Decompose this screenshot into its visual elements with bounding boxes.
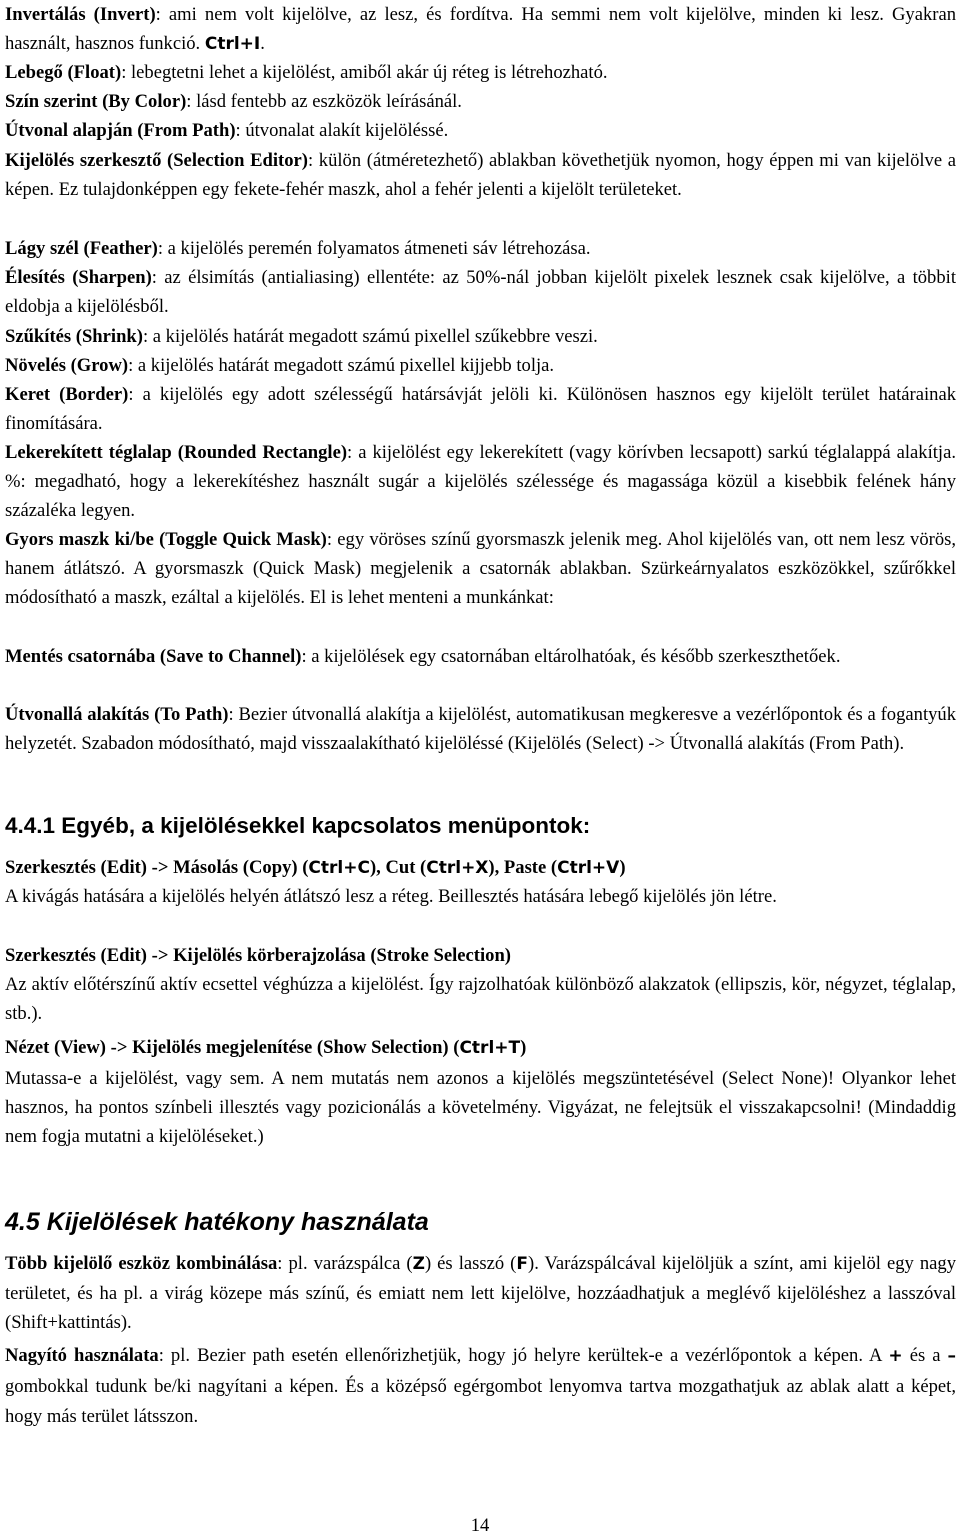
text: : pl. Bezier path esetén ellenőrizhetjük, hogy jó helyre kerültek-e a vezérlőpontok a képen. A: [158, 1345, 889, 1366]
text: és a: [902, 1345, 948, 1366]
text: : egy vöröses színű gyorsmaszk jelenik meg. Ahol kijelölés van, ott nem lesz vörös, hanem átlátszó. A gyorsmaszk (Quick Mask) megjelenik a csatornák ablakban. Szürkeárnyalatos eszközökkel, szűrőkkel módosítható a maszk, ezáltal a kijelölés. El is lehet menteni a munkánkat:: [5, 529, 957, 609]
text: : lásd fentebb az eszközök leírásánál.: [186, 91, 462, 112]
edit-copy-heading: [5, 853, 956, 883]
shortcut: Z: [412, 1254, 425, 1274]
paragraph-quick-mask: [5, 525, 956, 613]
shortcut: Ctrl+X: [426, 858, 489, 878]
term: Szűkítés (Shrink): [5, 326, 143, 347]
stroke-selection-text: Az aktív előtérszínű aktív ecsettel véghúzza a kijelölést. Így rajzolhatóak különböző alakzatok (ellipszis, kör, négyzet, téglalap, stb.).: [5, 974, 956, 1025]
term: Invertálás (Invert): [5, 4, 156, 25]
shortcut: Ctrl+I: [204, 34, 261, 55]
paragraph-grow: [5, 351, 956, 380]
paragraph-zoom: [5, 1341, 956, 1433]
paragraph-float: [5, 58, 956, 87]
paragraph-border: [5, 380, 956, 438]
text: : az élsimítás (antialiasing) ellentéte: az 50%-nál jobban kijelölt pixelek lesznek csak kijelölve, a többit eldobja a kijelölésből.: [5, 267, 956, 318]
paragraph-invert: [5, 0, 956, 59]
section-heading-4-5: 4.5 Kijelölések hatékony használata: [5, 1208, 429, 1236]
text: Szerkesztés (Edit) -> Másolás (Copy) (: [5, 857, 309, 878]
edit-copy-text: A kivágás hatására a kijelölés helyén átlátszó lesz a réteg. Beillesztés hatására lebegő kijelölés jön létre.: [5, 886, 777, 907]
page-number: 14: [470, 1515, 490, 1536]
term: Szín szerint (By Color): [5, 91, 187, 112]
text: : Bezier útvonallá alakítja a kijelölést, automatikusan megkeresve a vezérlőpontok és a fogantyúk helyzetét. Szabadon módosítható, majd visszaalakítható kijelöléssé (Kijelölés (Select) -> Útvonallá alakítás (From Path).: [5, 704, 956, 755]
paragraph-feather: [5, 234, 956, 263]
shortcut: –: [947, 1346, 957, 1366]
text: Nézet (View) -> Kijelölés megjelenítése (Show Selection) (: [5, 1037, 460, 1058]
text: ), Paste (: [488, 857, 558, 878]
term: Mentés csatornába (Save to Channel): [5, 646, 302, 667]
text: ): [520, 1037, 527, 1058]
term: Kijelölés szerkesztő (Selection Editor): [5, 150, 308, 171]
text: .: [260, 33, 265, 55]
text: ): [619, 857, 626, 878]
shortcut: Ctrl+T: [459, 1038, 521, 1058]
term: Keret (Border): [5, 384, 129, 405]
stroke-selection-heading: Szerkesztés (Edit) -> Kijelölés körberajzolása (Stroke Selection): [5, 945, 511, 966]
text: : a kijelölést egy lekerekített (vagy körívben lecsapott) sarkú téglalappá alakítja. %: megadható, hogy a lekerekítéshez használt sugár a kijelölés szélessége és magassága közül a kisebbik felének hány százaléka legyen.: [5, 442, 956, 522]
paragraph-from-path: [5, 116, 956, 145]
text: : a kijelölés határát megadott számú pixellel kijjebb tolja.: [128, 355, 555, 376]
section-heading-4-4-1: 4.4.1 Egyéb, a kijelölésekkel kapcsolatos menüpontok:: [5, 813, 591, 838]
paragraph-shrink: [5, 322, 956, 351]
text: gombokkal tudunk be/ki nagyítani a képen. És a középső egérgombot lenyomva tartva mozgathatjuk az ablak alatt a képet, hogy más terület látsszon.: [5, 1375, 956, 1427]
paragraph-by-color: [5, 87, 956, 116]
text: ), Cut (: [369, 857, 427, 878]
show-selection-text: Mutassa-e a kijelölést, vagy sem. A nem mutatás nem azonos a kijelölés megszüntetésével (Select None)! Olyankor lehet hasznos, ha pontos színbeli illesztés vagy pozicionálás a követelmény. Vigyázat, ne felejtsük el visszakapcsolni! (Mindaddig nem fogja mutatni a kijelöléseket.): [5, 1068, 956, 1148]
term: Lágy szél (Feather): [5, 238, 158, 259]
paragraph-save-to-channel: [5, 642, 956, 671]
text: ). Varázspálcával kijelöljük a színt, ami kijelöl egy nagy területet, és ha pl. a virág közepe más színű, és emiatt nem lett kijelölve, hozzáadhatjuk a meglévő kijelöléshez a lasszóval (Shift+kattintás).: [5, 1253, 957, 1334]
term: Több kijelölő eszköz kombinálása: [5, 1253, 278, 1274]
text: : pl. varázspálca (: [277, 1253, 413, 1274]
paragraph-selection-editor: [5, 146, 956, 204]
text: : külön (átméretezhető) ablakban követhetjük nyomon, hogy éppen mi van kijelölve a képen. Ez tulajdonképpen egy fekete-fehér maszk, ahol a fehér jelenti a kijelölt területeket.: [5, 150, 956, 201]
paragraph-combine-tools: [5, 1249, 956, 1338]
shortcut: +: [888, 1346, 903, 1366]
term: Lekerekített téglalap (Rounded Rectangle): [5, 442, 348, 463]
shortcut: Ctrl+C: [308, 858, 370, 878]
text: ) és lasszó (: [424, 1253, 517, 1274]
text: : a kijelölés peremén folyamatos átmeneti sáv létrehozása.: [157, 238, 591, 259]
show-selection-heading: [5, 1033, 956, 1063]
paragraph-to-path: [5, 700, 956, 758]
text: : útvonalat alakít kijelöléssé.: [235, 120, 449, 141]
term: Növelés (Grow): [5, 355, 129, 376]
term: Nagyító használata: [5, 1345, 159, 1366]
paragraph-sharpen: [5, 263, 956, 321]
text: : lebegtetni lehet a kijelölést, amiből akár új réteg is létrehozható.: [121, 62, 608, 83]
term: Útvonal alapján (From Path): [5, 120, 236, 141]
shortcut: Ctrl+V: [557, 858, 620, 878]
term: Útvonallá alakítás (To Path): [5, 704, 229, 725]
text: : ami nem volt kijelölve, az lesz, és fordítva. Ha semmi nem volt kijelölve, minden ki lesz. Gyakran használt, hasznos funkció.: [5, 4, 956, 55]
text: : a kijelölés egy adott szélességű határsávját jelöli ki. Különösen hasznos egy kijelölt terület határainak finomítására.: [5, 384, 956, 435]
term: Élesítés (Sharpen): [5, 267, 152, 288]
paragraph-rounded-rectangle: [5, 438, 956, 526]
term: Lebegő (Float): [5, 62, 122, 83]
text: : a kijelölések egy csatornában eltárolhatóak, és később szerkeszthetőek.: [301, 646, 841, 667]
shortcut: F: [516, 1254, 529, 1274]
term: Gyors maszk ki/be (Toggle Quick Mask): [5, 529, 327, 550]
text: : a kijelölés határát megadott számú pixellel szűkebbre veszi.: [142, 326, 598, 347]
